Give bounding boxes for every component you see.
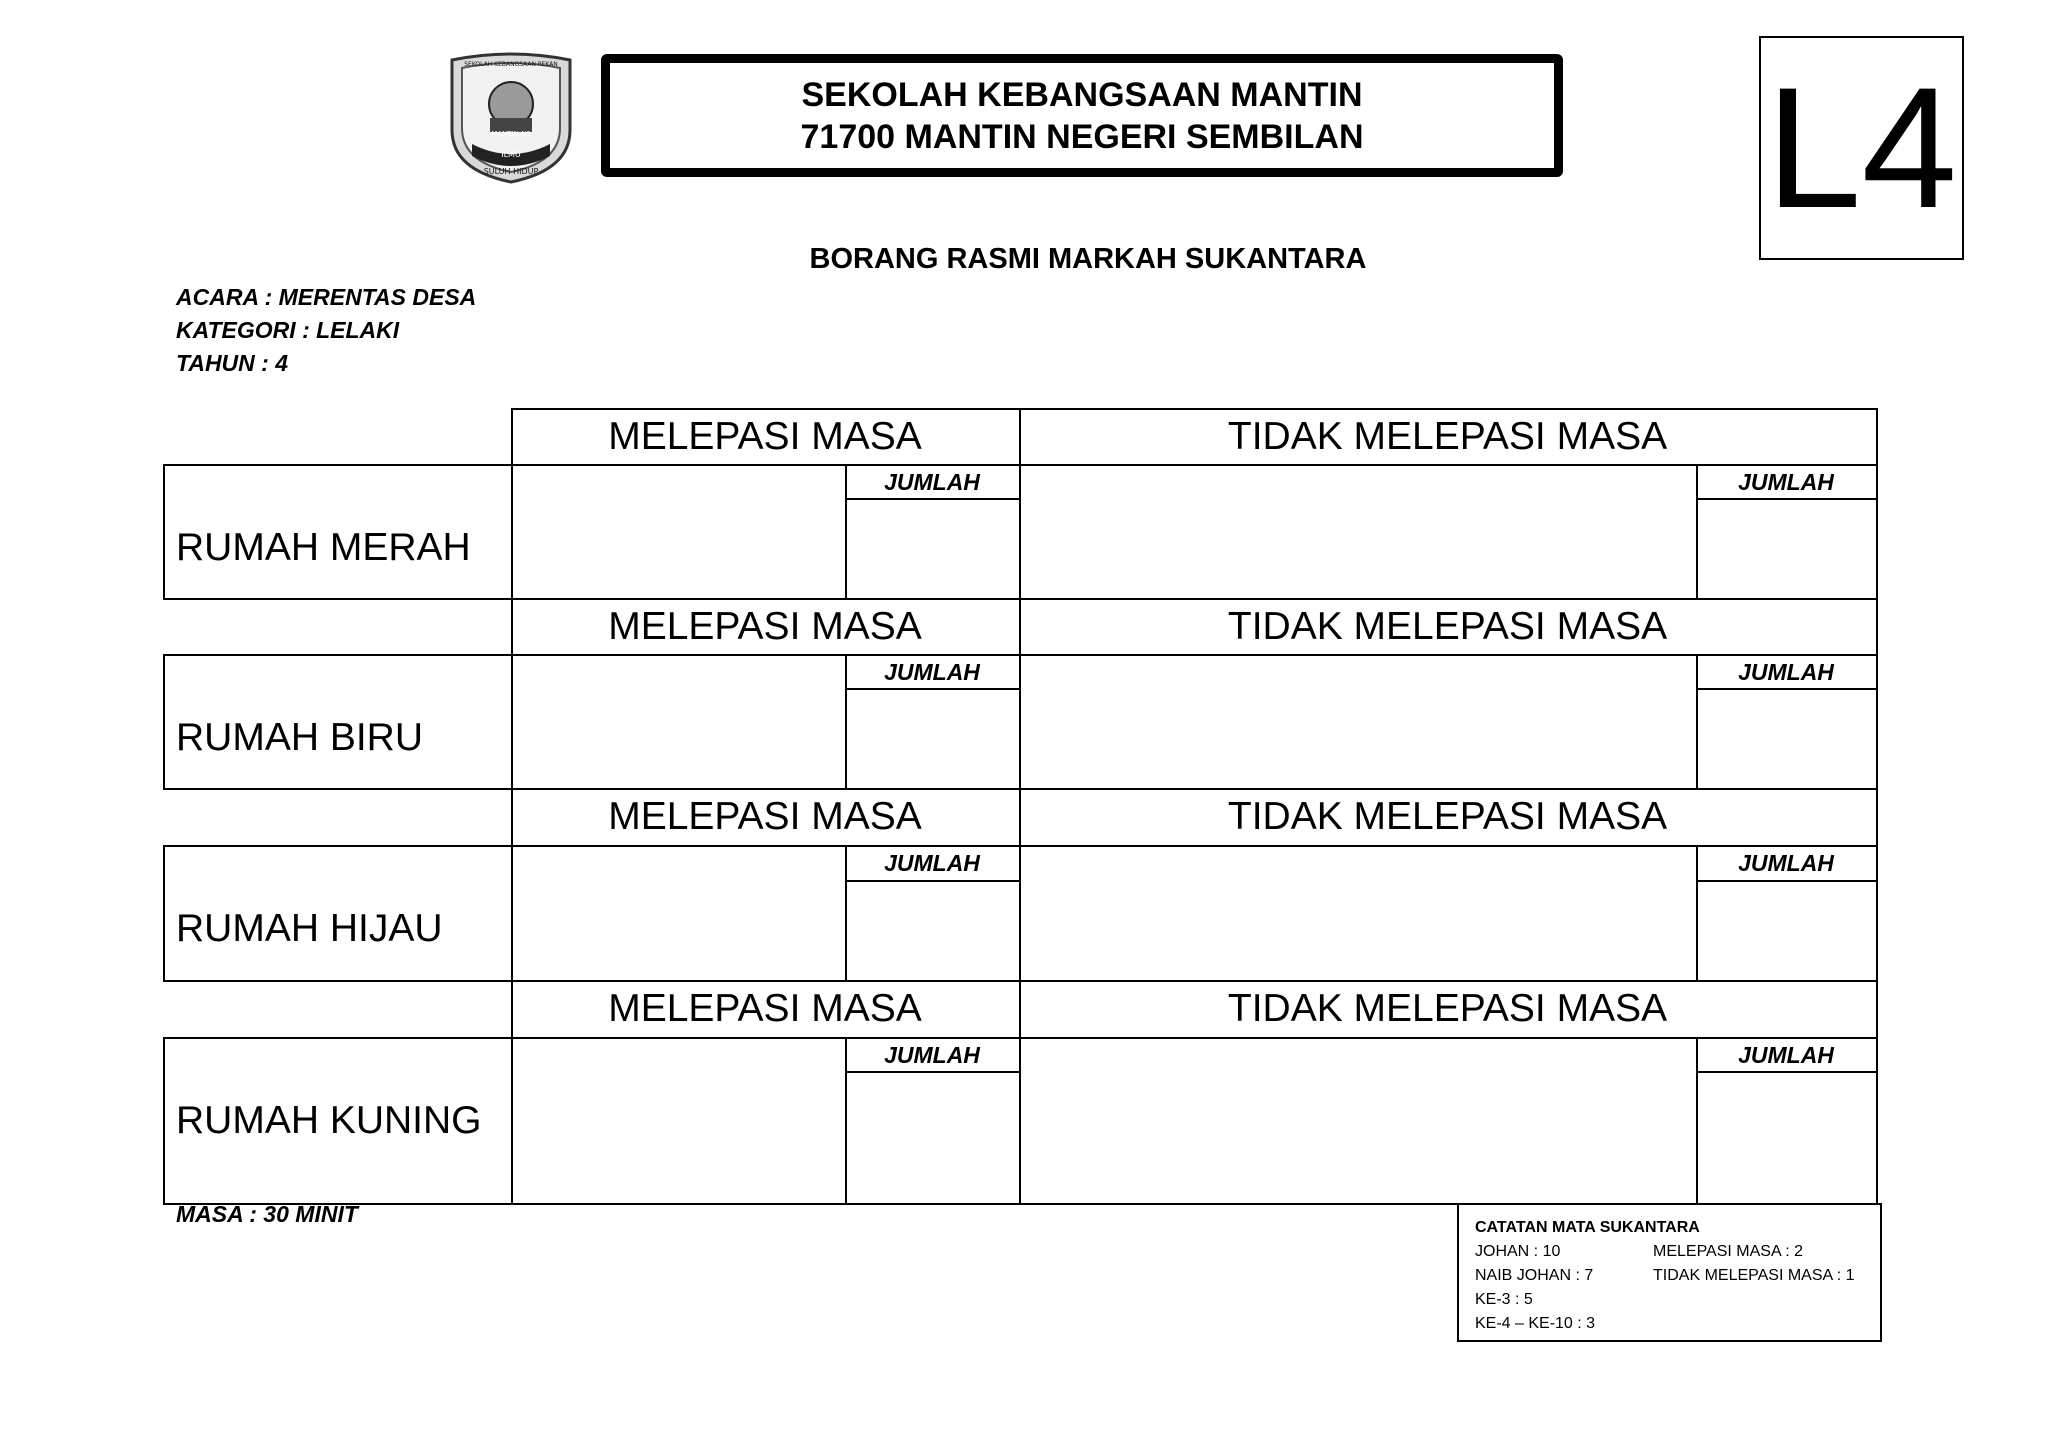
jumlah-divider xyxy=(1696,1071,1878,1073)
jumlah-divider xyxy=(845,1071,1021,1073)
table-rule xyxy=(163,654,165,788)
col-header-pass: MELEPASI MASA xyxy=(608,795,922,838)
jumlah-box-edge xyxy=(1696,464,1698,598)
svg-text:SEKOLAH KEBANGSAAN PEKAN: SEKOLAH KEBANGSAAN PEKAN xyxy=(464,61,558,68)
notes-row: KE-3 : 5 xyxy=(1475,1291,1533,1308)
time-limit: MASA : 30 MINIT xyxy=(176,1201,358,1227)
col-header-pass: MELEPASI MASA xyxy=(608,415,922,458)
jumlah-label: JUMLAH xyxy=(1738,659,1834,685)
svg-text:ILMU: ILMU xyxy=(501,150,521,159)
jumlah-label: JUMLAH xyxy=(884,469,980,495)
jumlah-box-edge xyxy=(1696,1037,1698,1203)
jumlah-label: JUMLAH xyxy=(884,659,980,685)
event-year: TAHUN : 4 xyxy=(176,350,289,376)
table-rule xyxy=(1876,464,1878,598)
table-rule xyxy=(511,598,1878,600)
col-header-fail: TIDAK MELEPASI MASA xyxy=(1227,415,1668,458)
school-name: SEKOLAH KEBANGSAAN MANTIN xyxy=(801,75,1363,114)
table-rule xyxy=(1876,1037,1878,1203)
jumlah-label: JUMLAH xyxy=(1738,850,1834,876)
jumlah-label: JUMLAH xyxy=(1738,1042,1834,1068)
school-header-box xyxy=(601,54,1563,177)
house-name: RUMAH HIJAU xyxy=(176,907,443,950)
table-rule xyxy=(511,788,1878,790)
jumlah-divider xyxy=(1696,688,1878,690)
table-rule xyxy=(511,845,513,980)
col-header-fail: TIDAK MELEPASI MASA xyxy=(1227,795,1668,838)
jumlah-divider xyxy=(845,498,1021,500)
form-title: BORANG RASMI MARKAH SUKANTARA xyxy=(809,243,1367,275)
col-header-fail: TIDAK MELEPASI MASA xyxy=(1227,605,1668,648)
form-code: L4 xyxy=(1765,52,1958,244)
table-rule xyxy=(511,464,513,598)
notes-row: KE-4 – KE-10 : 3 xyxy=(1475,1315,1596,1332)
table-rule xyxy=(1876,845,1878,980)
notes-row: NAIB JOHAN : 7 TIDAK MELEPASI MASA : 1 xyxy=(1475,1267,1855,1284)
table-rule xyxy=(511,980,1878,982)
house-name: RUMAH BIRU xyxy=(176,716,424,759)
house-name: RUMAH MERAH xyxy=(176,526,471,569)
table-rule xyxy=(1019,654,1021,788)
points-notes-box xyxy=(1457,1203,1882,1342)
school-crest-logo xyxy=(442,52,580,184)
table-rule xyxy=(511,654,513,788)
table-rule xyxy=(1019,1037,1021,1203)
house-name: RUMAH KUNING xyxy=(176,1099,482,1142)
svg-text:MANTIN NS: MANTIN NS xyxy=(491,130,531,138)
jumlah-label: JUMLAH xyxy=(884,1042,980,1068)
table-rule xyxy=(163,1037,165,1203)
notes-row: JOHAN : 10 MELEPASI MASA : 2 xyxy=(1475,1243,1803,1260)
table-rule xyxy=(511,1037,513,1203)
table-rule xyxy=(1019,464,1021,598)
col-header-pass: MELEPASI MASA xyxy=(608,987,922,1030)
col-header-pass: MELEPASI MASA xyxy=(608,605,922,648)
event-info xyxy=(176,281,476,380)
table-rule xyxy=(1019,845,1021,980)
table-rule xyxy=(1876,408,1878,464)
jumlah-divider xyxy=(845,880,1021,882)
table-rule xyxy=(163,464,165,598)
jumlah-divider xyxy=(845,688,1021,690)
svg-text:SULUH HIDUP: SULUH HIDUP xyxy=(483,167,539,176)
table-rule xyxy=(1876,980,1878,1037)
jumlah-box-edge xyxy=(1696,845,1698,980)
jumlah-divider xyxy=(1696,880,1878,882)
event-category: KATEGORI : LELAKI xyxy=(176,317,400,343)
table-rule xyxy=(1876,598,1878,654)
table-rule xyxy=(1876,654,1878,788)
table-rule xyxy=(163,845,165,980)
jumlah-label: JUMLAH xyxy=(1738,469,1834,495)
event-name: ACARA : MERENTAS DESA xyxy=(176,284,477,310)
school-address: 71700 MANTIN NEGERI SEMBILAN xyxy=(800,117,1364,156)
form-code-box xyxy=(1759,36,1964,260)
jumlah-divider xyxy=(1696,498,1878,500)
notes-title: CATATAN MATA SUKANTARA xyxy=(1475,1219,1700,1236)
jumlah-label: JUMLAH xyxy=(884,850,980,876)
jumlah-box-edge xyxy=(1696,654,1698,788)
col-header-fail: TIDAK MELEPASI MASA xyxy=(1227,987,1668,1030)
table-rule xyxy=(1876,788,1878,845)
table-rule xyxy=(511,408,1878,410)
